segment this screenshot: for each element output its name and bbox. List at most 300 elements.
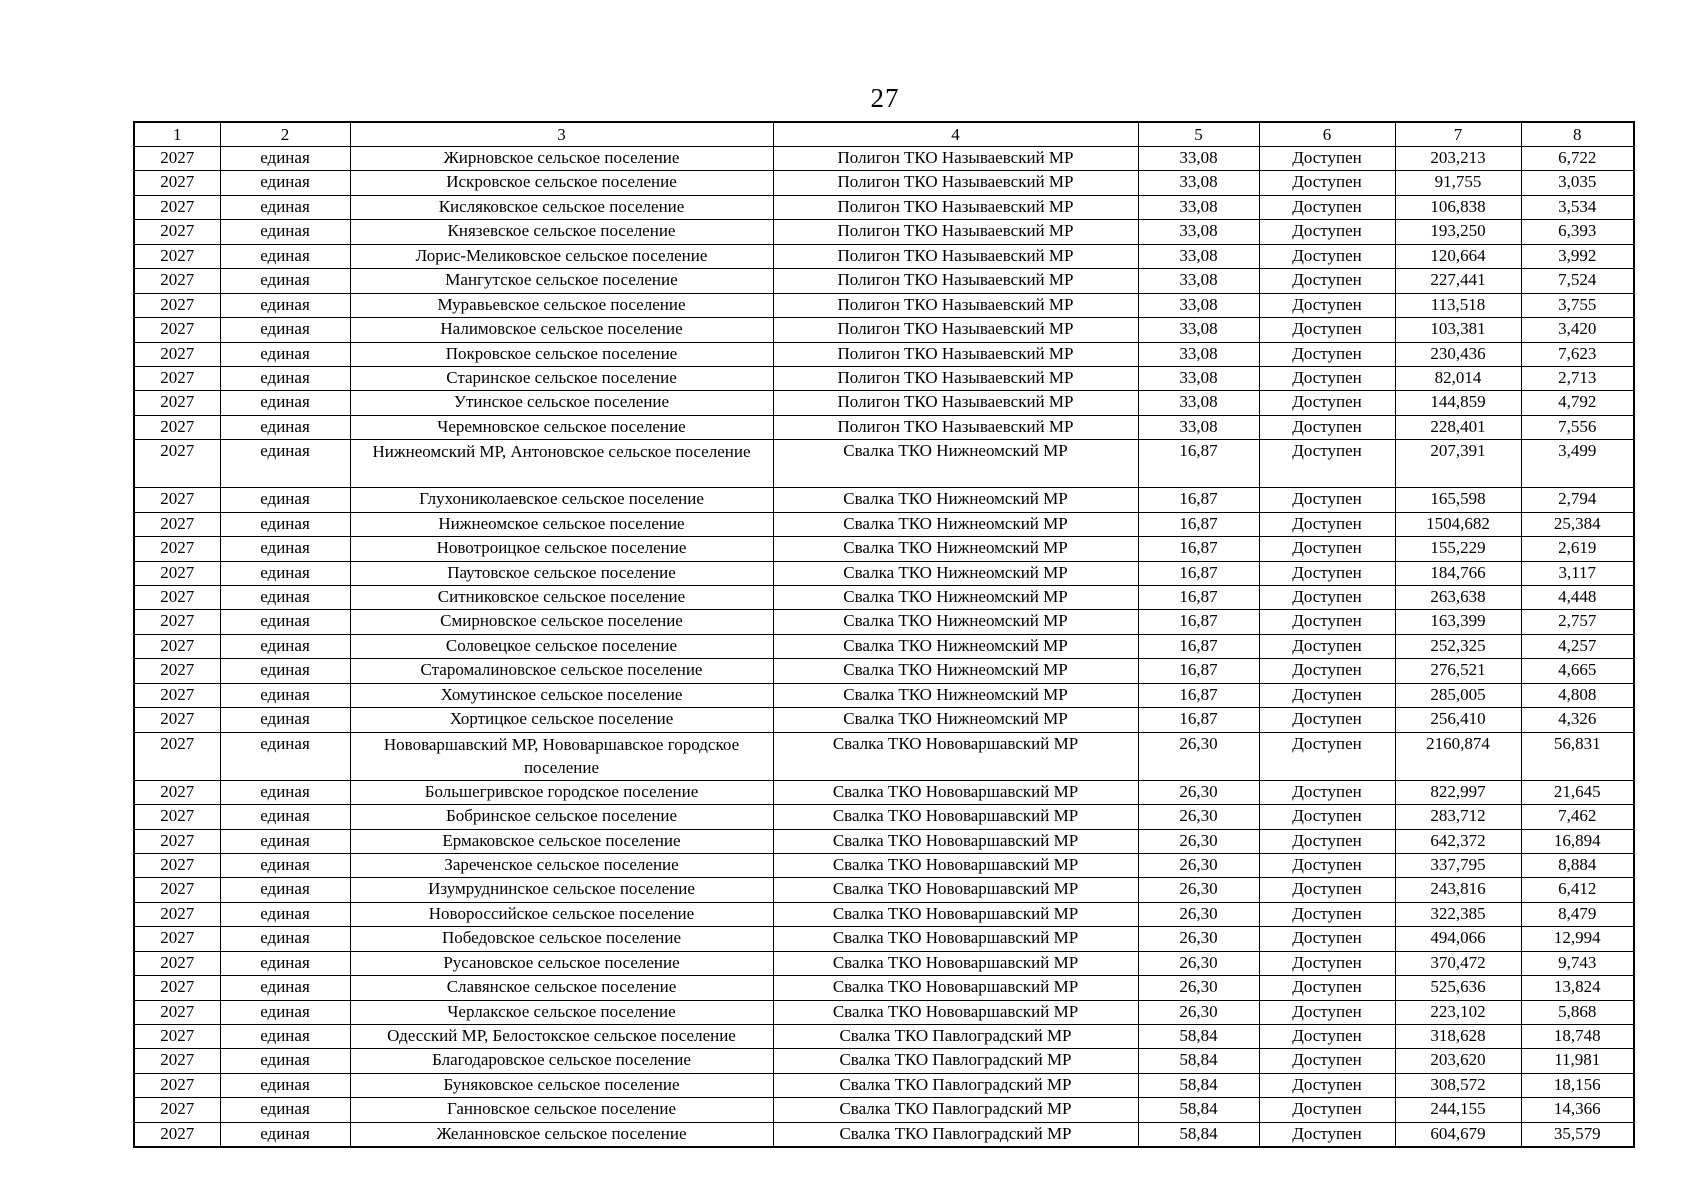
table-cell: Свалка ТКО Нововаршавский МР — [773, 853, 1138, 877]
table-cell: Доступен — [1259, 415, 1395, 439]
table-cell: 230,436 — [1395, 342, 1521, 366]
table-cell: единая — [220, 586, 350, 610]
table-cell: Свалка ТКО Павлоградский МР — [773, 1122, 1138, 1147]
table-cell: Благодаровское сельское поселение — [350, 1049, 773, 1073]
table-cell: 33,08 — [1138, 415, 1259, 439]
table-cell: единая — [220, 366, 350, 390]
table-cell: 2027 — [134, 976, 220, 1000]
table-cell: единая — [220, 318, 350, 342]
table-cell: единая — [220, 1025, 350, 1049]
table-cell: 26,30 — [1138, 951, 1259, 975]
table-row — [134, 537, 1634, 561]
table-cell: 16,894 — [1521, 829, 1634, 853]
table-cell: Полигон ТКО Называевский МР — [773, 147, 1138, 171]
table-cell: Доступен — [1259, 1098, 1395, 1122]
table-cell: 16,87 — [1138, 610, 1259, 634]
table-cell: Полигон ТКО Называевский МР — [773, 366, 1138, 390]
table-cell: 26,30 — [1138, 780, 1259, 804]
table-cell: Полигон ТКО Называевский МР — [773, 195, 1138, 219]
table-cell: Доступен — [1259, 1122, 1395, 1147]
table-cell: Полигон ТКО Называевский МР — [773, 220, 1138, 244]
table-cell: Доступен — [1259, 318, 1395, 342]
table-cell: Доступен — [1259, 342, 1395, 366]
table-cell: 2027 — [134, 683, 220, 707]
table-cell: единая — [220, 512, 350, 536]
table-cell: Хомутинское сельское поселение — [350, 683, 773, 707]
table-cell: Новотроицкое сельское поселение — [350, 537, 773, 561]
table-cell: Одесский МР, Белостокское сельское поселение — [350, 1025, 773, 1049]
table-cell: 285,005 — [1395, 683, 1521, 707]
table-cell: 604,679 — [1395, 1122, 1521, 1147]
table-cell: 642,372 — [1395, 829, 1521, 853]
table-cell: Желанновское сельское поселение — [350, 1122, 773, 1147]
table-cell: единая — [220, 391, 350, 415]
table-cell: Утинское сельское поселение — [350, 391, 773, 415]
table-cell: 2027 — [134, 293, 220, 317]
table-row — [134, 293, 1634, 317]
table-cell: 7,556 — [1521, 415, 1634, 439]
table-row — [134, 195, 1634, 219]
table-cell: Полигон ТКО Называевский МР — [773, 293, 1138, 317]
table-cell: Мангутское сельское поселение — [350, 269, 773, 293]
table-cell: Доступен — [1259, 488, 1395, 512]
table-cell: Полигон ТКО Называевский МР — [773, 342, 1138, 366]
column-header: 6 — [1259, 122, 1395, 147]
table-cell: Свалка ТКО Нижнеомский МР — [773, 659, 1138, 683]
page-number: 27 — [870, 83, 900, 113]
table-cell: единая — [220, 951, 350, 975]
table-cell: 2027 — [134, 269, 220, 293]
table-cell: единая — [220, 902, 350, 926]
table-cell: Свалка ТКО Павлоградский МР — [773, 1098, 1138, 1122]
table-cell: Полигон ТКО Называевский МР — [773, 171, 1138, 195]
table-cell: 4,792 — [1521, 391, 1634, 415]
table-cell: Доступен — [1259, 512, 1395, 536]
table-cell: 2027 — [134, 634, 220, 658]
table-cell: 16,87 — [1138, 488, 1259, 512]
table-cell: Смирновское сельское поселение — [350, 610, 773, 634]
table-row — [134, 634, 1634, 658]
table-cell: единая — [220, 610, 350, 634]
table-cell: Доступен — [1259, 902, 1395, 926]
table-cell: 18,156 — [1521, 1073, 1634, 1097]
column-header: 3 — [350, 122, 773, 147]
table-cell: 308,572 — [1395, 1073, 1521, 1097]
table-cell: Соловецкое сельское поселение — [350, 634, 773, 658]
table-cell: 2,794 — [1521, 488, 1634, 512]
table-cell: 2027 — [134, 512, 220, 536]
table-cell: 16,87 — [1138, 708, 1259, 732]
table-cell: единая — [220, 195, 350, 219]
table-cell: 120,664 — [1395, 244, 1521, 268]
table-cell: Князевское сельское поселение — [350, 220, 773, 244]
table-cell: 16,87 — [1138, 440, 1259, 488]
table-cell: Большегривское городское поселение — [350, 780, 773, 804]
table-cell: Черлакское сельское поселение — [350, 1000, 773, 1024]
table-row — [134, 586, 1634, 610]
table-cell: Свалка ТКО Нововаршавский МР — [773, 927, 1138, 951]
table-cell: Русановское сельское поселение — [350, 951, 773, 975]
table-cell: 58,84 — [1138, 1073, 1259, 1097]
table-cell: Свалка ТКО Нововаршавский МР — [773, 805, 1138, 829]
table-cell: 1504,682 — [1395, 512, 1521, 536]
table-cell: Свалка ТКО Нововаршавский МР — [773, 951, 1138, 975]
table-cell: 2027 — [134, 732, 220, 780]
table-cell: 2027 — [134, 342, 220, 366]
table-cell: Доступен — [1259, 1025, 1395, 1049]
table-cell: Новороссийское сельское поселение — [350, 902, 773, 926]
table-cell: Кисляковское сельское поселение — [350, 195, 773, 219]
table-cell: Свалка ТКО Нижнеомский МР — [773, 488, 1138, 512]
table-cell: единая — [220, 708, 350, 732]
table-cell: 33,08 — [1138, 220, 1259, 244]
table-cell: 263,638 — [1395, 586, 1521, 610]
table-row — [134, 415, 1634, 439]
table-cell: Полигон ТКО Называевский МР — [773, 391, 1138, 415]
table-cell: 2027 — [134, 488, 220, 512]
table-cell: Зареченское сельское поселение — [350, 853, 773, 877]
table-row — [134, 171, 1634, 195]
table-cell: 25,384 — [1521, 512, 1634, 536]
table-cell: 9,743 — [1521, 951, 1634, 975]
table-row — [134, 610, 1634, 634]
table-cell: единая — [220, 269, 350, 293]
table-cell: 203,213 — [1395, 147, 1521, 171]
table-cell: 16,87 — [1138, 561, 1259, 585]
table-cell: 103,381 — [1395, 318, 1521, 342]
table-cell: 26,30 — [1138, 902, 1259, 926]
table-cell: 58,84 — [1138, 1049, 1259, 1073]
table-cell: 33,08 — [1138, 269, 1259, 293]
table-cell: единая — [220, 171, 350, 195]
table-cell: Нижнеомский МР, Антоновское сельское поселение — [350, 440, 773, 488]
table-row — [134, 561, 1634, 585]
table-cell: единая — [220, 976, 350, 1000]
table-cell: Старинское сельское поселение — [350, 366, 773, 390]
table-cell: Доступен — [1259, 853, 1395, 877]
table-cell: 2027 — [134, 1000, 220, 1024]
table-cell: Свалка ТКО Нижнеомский МР — [773, 683, 1138, 707]
table-cell: Ситниковское сельское поселение — [350, 586, 773, 610]
table-cell: Доступен — [1259, 537, 1395, 561]
table-cell: 2027 — [134, 244, 220, 268]
table-cell: 2027 — [134, 853, 220, 877]
table-cell: 322,385 — [1395, 902, 1521, 926]
table-cell: Жирновское сельское поселение — [350, 147, 773, 171]
table-cell: 16,87 — [1138, 634, 1259, 658]
table-cell: Налимовское сельское поселение — [350, 318, 773, 342]
table-cell: Доступен — [1259, 829, 1395, 853]
table-row — [134, 1000, 1634, 1024]
table-cell: 3,420 — [1521, 318, 1634, 342]
table-row — [134, 829, 1634, 853]
table-cell: Доступен — [1259, 366, 1395, 390]
table-cell: Доступен — [1259, 171, 1395, 195]
table-cell: Буняковское сельское поселение — [350, 1073, 773, 1097]
table-cell: Доступен — [1259, 586, 1395, 610]
table-cell: 144,859 — [1395, 391, 1521, 415]
table-cell: 16,87 — [1138, 659, 1259, 683]
table-cell: 2027 — [134, 1073, 220, 1097]
table-cell: единая — [220, 878, 350, 902]
table-row — [134, 488, 1634, 512]
table-cell: единая — [220, 440, 350, 488]
table-cell: 163,399 — [1395, 610, 1521, 634]
table-cell: 16,87 — [1138, 586, 1259, 610]
table-cell: Свалка ТКО Нижнеомский МР — [773, 512, 1138, 536]
table-cell: 33,08 — [1138, 342, 1259, 366]
table-cell: 4,665 — [1521, 659, 1634, 683]
table-cell: 13,824 — [1521, 976, 1634, 1000]
table-cell: Победовское сельское поселение — [350, 927, 773, 951]
table-cell: 33,08 — [1138, 244, 1259, 268]
table-cell: 2027 — [134, 537, 220, 561]
table-cell: 2027 — [134, 195, 220, 219]
table-cell: 12,994 — [1521, 927, 1634, 951]
table-cell: 14,366 — [1521, 1098, 1634, 1122]
column-header: 4 — [773, 122, 1138, 147]
table-cell: Свалка ТКО Павлоградский МР — [773, 1049, 1138, 1073]
table-cell: 5,868 — [1521, 1000, 1634, 1024]
table-cell: 33,08 — [1138, 195, 1259, 219]
table-cell: 4,257 — [1521, 634, 1634, 658]
table-cell: 223,102 — [1395, 1000, 1521, 1024]
table-cell: Доступен — [1259, 634, 1395, 658]
table-cell: 2027 — [134, 1049, 220, 1073]
table-cell: единая — [220, 853, 350, 877]
table-cell: 11,981 — [1521, 1049, 1634, 1073]
table-cell: 318,628 — [1395, 1025, 1521, 1049]
table-cell: 2027 — [134, 415, 220, 439]
table-cell: 2027 — [134, 391, 220, 415]
table-cell: Доступен — [1259, 683, 1395, 707]
table-cell: Доступен — [1259, 927, 1395, 951]
table-cell: Свалка ТКО Нижнеомский МР — [773, 708, 1138, 732]
table-cell: Доступен — [1259, 269, 1395, 293]
table-row — [134, 269, 1634, 293]
table-cell: 3,499 — [1521, 440, 1634, 488]
table-cell: Глухониколаевское сельское поселение — [350, 488, 773, 512]
table-cell: 18,748 — [1521, 1025, 1634, 1049]
table-cell: 256,410 — [1395, 708, 1521, 732]
table-cell: 2027 — [134, 586, 220, 610]
table-cell: Полигон ТКО Называевский МР — [773, 269, 1138, 293]
table-cell: Черемновское сельское поселение — [350, 415, 773, 439]
table-cell: единая — [220, 415, 350, 439]
table-cell: Изумруднинское сельское поселение — [350, 878, 773, 902]
table-cell: Свалка ТКО Нововаршавский МР — [773, 780, 1138, 804]
table-cell: 193,250 — [1395, 220, 1521, 244]
table-row — [134, 708, 1634, 732]
table-cell: 2027 — [134, 780, 220, 804]
table-row — [134, 147, 1634, 171]
table-cell: Свалка ТКО Нововаршавский МР — [773, 829, 1138, 853]
table-row — [134, 512, 1634, 536]
table-cell: 26,30 — [1138, 927, 1259, 951]
table-cell: Свалка ТКО Нововаршавский МР — [773, 878, 1138, 902]
table-row — [134, 878, 1634, 902]
table-cell: единая — [220, 927, 350, 951]
table-cell: 2027 — [134, 171, 220, 195]
table-cell: 56,831 — [1521, 732, 1634, 780]
table-cell: 184,766 — [1395, 561, 1521, 585]
table-cell: единая — [220, 220, 350, 244]
table-cell: единая — [220, 732, 350, 780]
table-cell: единая — [220, 1000, 350, 1024]
table-cell: 2027 — [134, 708, 220, 732]
table-cell: 6,722 — [1521, 147, 1634, 171]
table-cell: 91,755 — [1395, 171, 1521, 195]
table-cell: 203,620 — [1395, 1049, 1521, 1073]
table-cell: единая — [220, 342, 350, 366]
table-cell: 58,84 — [1138, 1098, 1259, 1122]
table-row — [134, 853, 1634, 877]
table-cell: Лорис-Меликовское сельское поселение — [350, 244, 773, 268]
table-cell: 2160,874 — [1395, 732, 1521, 780]
data-table — [133, 121, 1635, 1148]
table-cell: 26,30 — [1138, 976, 1259, 1000]
table-cell: Ермаковское сельское поселение — [350, 829, 773, 853]
table-cell: Ганновское сельское поселение — [350, 1098, 773, 1122]
table-cell: 33,08 — [1138, 147, 1259, 171]
table-cell: Свалка ТКО Нововаршавский МР — [773, 976, 1138, 1000]
table-cell: 2027 — [134, 610, 220, 634]
table-cell: 33,08 — [1138, 293, 1259, 317]
table-cell: 370,472 — [1395, 951, 1521, 975]
table-cell: Полигон ТКО Называевский МР — [773, 318, 1138, 342]
table-cell: 113,518 — [1395, 293, 1521, 317]
table-cell: Доступен — [1259, 659, 1395, 683]
table-row — [134, 391, 1634, 415]
table-cell: 26,30 — [1138, 732, 1259, 780]
table-cell: 33,08 — [1138, 171, 1259, 195]
table-cell: Муравьевское сельское поселение — [350, 293, 773, 317]
table-cell: 2027 — [134, 220, 220, 244]
table-cell: 8,479 — [1521, 902, 1634, 926]
table-row — [134, 318, 1634, 342]
table-cell: Доступен — [1259, 561, 1395, 585]
column-header: 5 — [1138, 122, 1259, 147]
table-cell: Доступен — [1259, 391, 1395, 415]
table-cell: Полигон ТКО Называевский МР — [773, 415, 1138, 439]
table-cell: Доступен — [1259, 220, 1395, 244]
table-cell: 2027 — [134, 440, 220, 488]
table-cell: 26,30 — [1138, 829, 1259, 853]
table-cell: Доступен — [1259, 708, 1395, 732]
table-cell: 2027 — [134, 1025, 220, 1049]
table-cell: единая — [220, 659, 350, 683]
table-cell: единая — [220, 1073, 350, 1097]
table-cell: 2027 — [134, 829, 220, 853]
table-cell: 58,84 — [1138, 1122, 1259, 1147]
table-cell: 525,636 — [1395, 976, 1521, 1000]
table-cell: единая — [220, 561, 350, 585]
table-row — [134, 244, 1634, 268]
table-cell: Доступен — [1259, 1073, 1395, 1097]
table-cell: 33,08 — [1138, 318, 1259, 342]
table-cell: Доступен — [1259, 610, 1395, 634]
table-row — [134, 1025, 1634, 1049]
table-cell: Славянское сельское поселение — [350, 976, 773, 1000]
table-cell: Свалка ТКО Павлоградский МР — [773, 1025, 1138, 1049]
table-cell: Доступен — [1259, 1000, 1395, 1024]
table-cell: 207,391 — [1395, 440, 1521, 488]
table-cell: 26,30 — [1138, 805, 1259, 829]
table-cell: Паутовское сельское поселение — [350, 561, 773, 585]
table-row — [134, 805, 1634, 829]
table-cell: 2,713 — [1521, 366, 1634, 390]
column-header: 1 — [134, 122, 220, 147]
table-cell: 252,325 — [1395, 634, 1521, 658]
table-cell: единая — [220, 488, 350, 512]
table-row — [134, 342, 1634, 366]
table-cell: Свалка ТКО Нижнеомский МР — [773, 440, 1138, 488]
table-row — [134, 1122, 1634, 1147]
table-cell: 2027 — [134, 1122, 220, 1147]
table-cell: 35,579 — [1521, 1122, 1634, 1147]
table-cell: Доступен — [1259, 244, 1395, 268]
table-cell: 494,066 — [1395, 927, 1521, 951]
table-cell: 2027 — [134, 902, 220, 926]
table-row — [134, 366, 1634, 390]
table-cell: 228,401 — [1395, 415, 1521, 439]
table-cell: Свалка ТКО Нововаршавский МР — [773, 902, 1138, 926]
table-cell: 16,87 — [1138, 512, 1259, 536]
table-cell: Свалка ТКО Нововаршавский МР — [773, 1000, 1138, 1024]
table-cell: 337,795 — [1395, 853, 1521, 877]
table-cell: 6,412 — [1521, 878, 1634, 902]
table-cell: 2027 — [134, 1098, 220, 1122]
table-cell: 4,448 — [1521, 586, 1634, 610]
table-cell: единая — [220, 244, 350, 268]
table-cell: единая — [220, 293, 350, 317]
table-cell: единая — [220, 805, 350, 829]
table-cell: 2027 — [134, 878, 220, 902]
table-cell: Нижнеомское сельское поселение — [350, 512, 773, 536]
table-row — [134, 902, 1634, 926]
table-cell: 2027 — [134, 561, 220, 585]
column-header: 2 — [220, 122, 350, 147]
table-cell: 7,462 — [1521, 805, 1634, 829]
table-cell: 6,393 — [1521, 220, 1634, 244]
table-cell: 26,30 — [1138, 1000, 1259, 1024]
table-cell: 2027 — [134, 147, 220, 171]
table-cell: 2,619 — [1521, 537, 1634, 561]
table-row — [134, 1098, 1634, 1122]
table-row — [134, 659, 1634, 683]
table-cell: 3,992 — [1521, 244, 1634, 268]
table-cell: Полигон ТКО Называевский МР — [773, 244, 1138, 268]
table-cell: 33,08 — [1138, 366, 1259, 390]
table-cell: Доступен — [1259, 440, 1395, 488]
table-cell: 165,598 — [1395, 488, 1521, 512]
table-cell: Доступен — [1259, 780, 1395, 804]
table-cell: 7,524 — [1521, 269, 1634, 293]
table-row — [134, 683, 1634, 707]
table-cell: 7,623 — [1521, 342, 1634, 366]
table-cell: 243,816 — [1395, 878, 1521, 902]
table-cell: единая — [220, 634, 350, 658]
table-cell: Свалка ТКО Нижнеомский МР — [773, 634, 1138, 658]
table-cell: 276,521 — [1395, 659, 1521, 683]
table-cell: Доступен — [1259, 147, 1395, 171]
column-header: 7 — [1395, 122, 1521, 147]
table-cell: 106,838 — [1395, 195, 1521, 219]
table-cell: Свалка ТКО Нижнеомский МР — [773, 537, 1138, 561]
table-cell: единая — [220, 780, 350, 804]
table-cell: Доступен — [1259, 293, 1395, 317]
table-cell: единая — [220, 1098, 350, 1122]
